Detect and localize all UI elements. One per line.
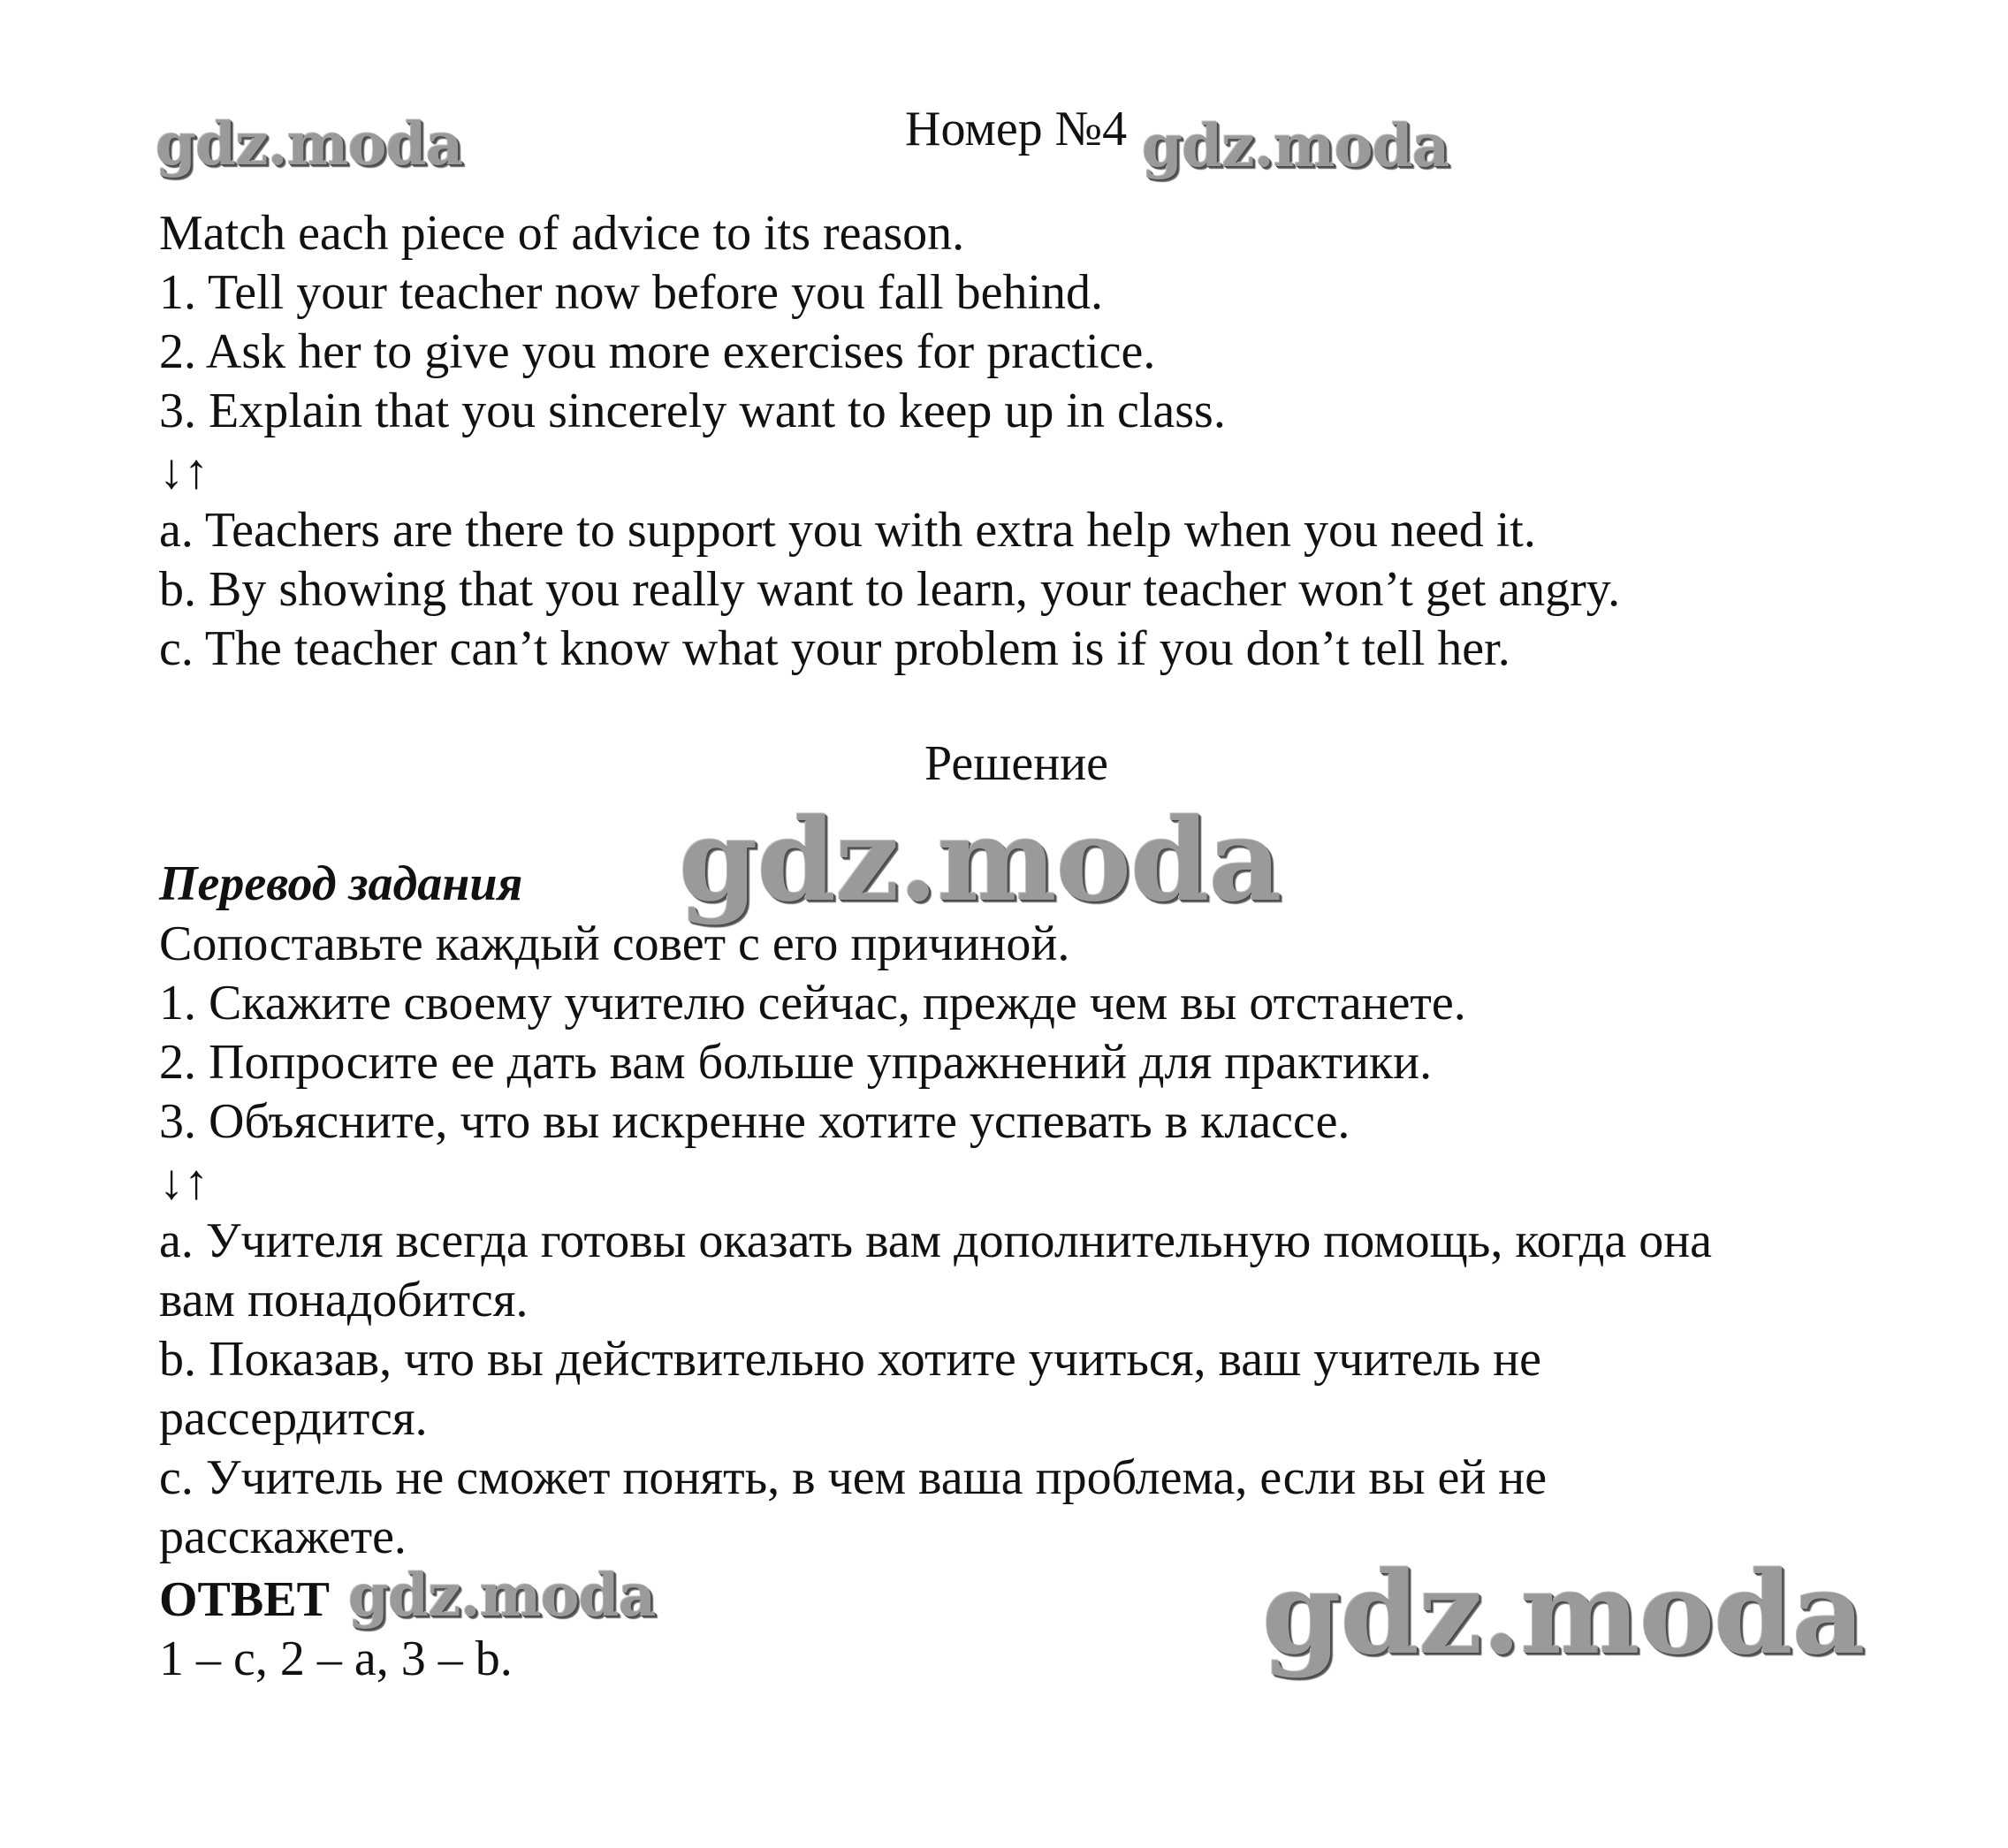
translation-reason-item: рассердится. [159,1391,428,1446]
watermark-logo: gdz.moda [348,1561,656,1630]
arrows-symbol: ↓↑ [159,1155,209,1210]
translation-advice-item: 2. Попросите ее дать вам больше упражнений для практики. [159,1035,1433,1090]
translation-reason-item: вам понадобится. [159,1273,529,1327]
translation-reason-item: a. Учителя всегда готовы оказать вам дополнительную помощь, когда она [159,1213,1713,1268]
solution-heading: Решение [924,736,1109,791]
translation-reason-item: b. Показав, что вы действительно хотите учиться, ваш учитель не [159,1332,1541,1387]
reason-item: c. The teacher can’t know what your problem is if you don’t tell her. [159,621,1510,676]
answer-text: 1 – c, 2 – a, 3 – b. [159,1631,513,1686]
watermark-logo: gdz.moda [1262,1548,1865,1680]
answer-label: ОТВЕТ [159,1572,330,1627]
watermark-logo: gdz.moda [156,110,463,179]
translation-reason-item: расскажете. [159,1510,407,1564]
advice-item: 3. Explain that you sincerely want to keep up in class. [159,384,1226,438]
advice-item: 2. Ask her to give you more exercises for practice. [159,324,1156,379]
translation-heading: Перевод задания [159,856,523,911]
watermark-logo: gdz.moda [1142,111,1449,180]
translation-advice-item: 3. Объясните, что вы искренне хотите успевать в классе. [159,1094,1350,1149]
page-title: Номер №4 [905,102,1128,156]
translation-instruction: Сопоставьте каждый совет с его причиной. [159,916,1070,971]
arrows-symbol: ↓↑ [159,445,209,499]
translation-advice-item: 1. Скажите своему учителю сейчас, прежде чем вы отстанете. [159,976,1466,1030]
watermark-logo: gdz.moda [679,795,1282,927]
reason-item: a. Teachers are there to support you with extra help when you need it. [159,503,1536,558]
reason-item: b. By showing that you really want to learn, your teacher won’t get angry. [159,562,1621,617]
task-instruction: Match each piece of advice to its reason. [159,206,965,261]
translation-reason-item: c. Учитель не сможет понять, в чем ваша проблема, если вы ей не [159,1450,1548,1505]
advice-item: 1. Tell your teacher now before you fall behind. [159,265,1104,320]
